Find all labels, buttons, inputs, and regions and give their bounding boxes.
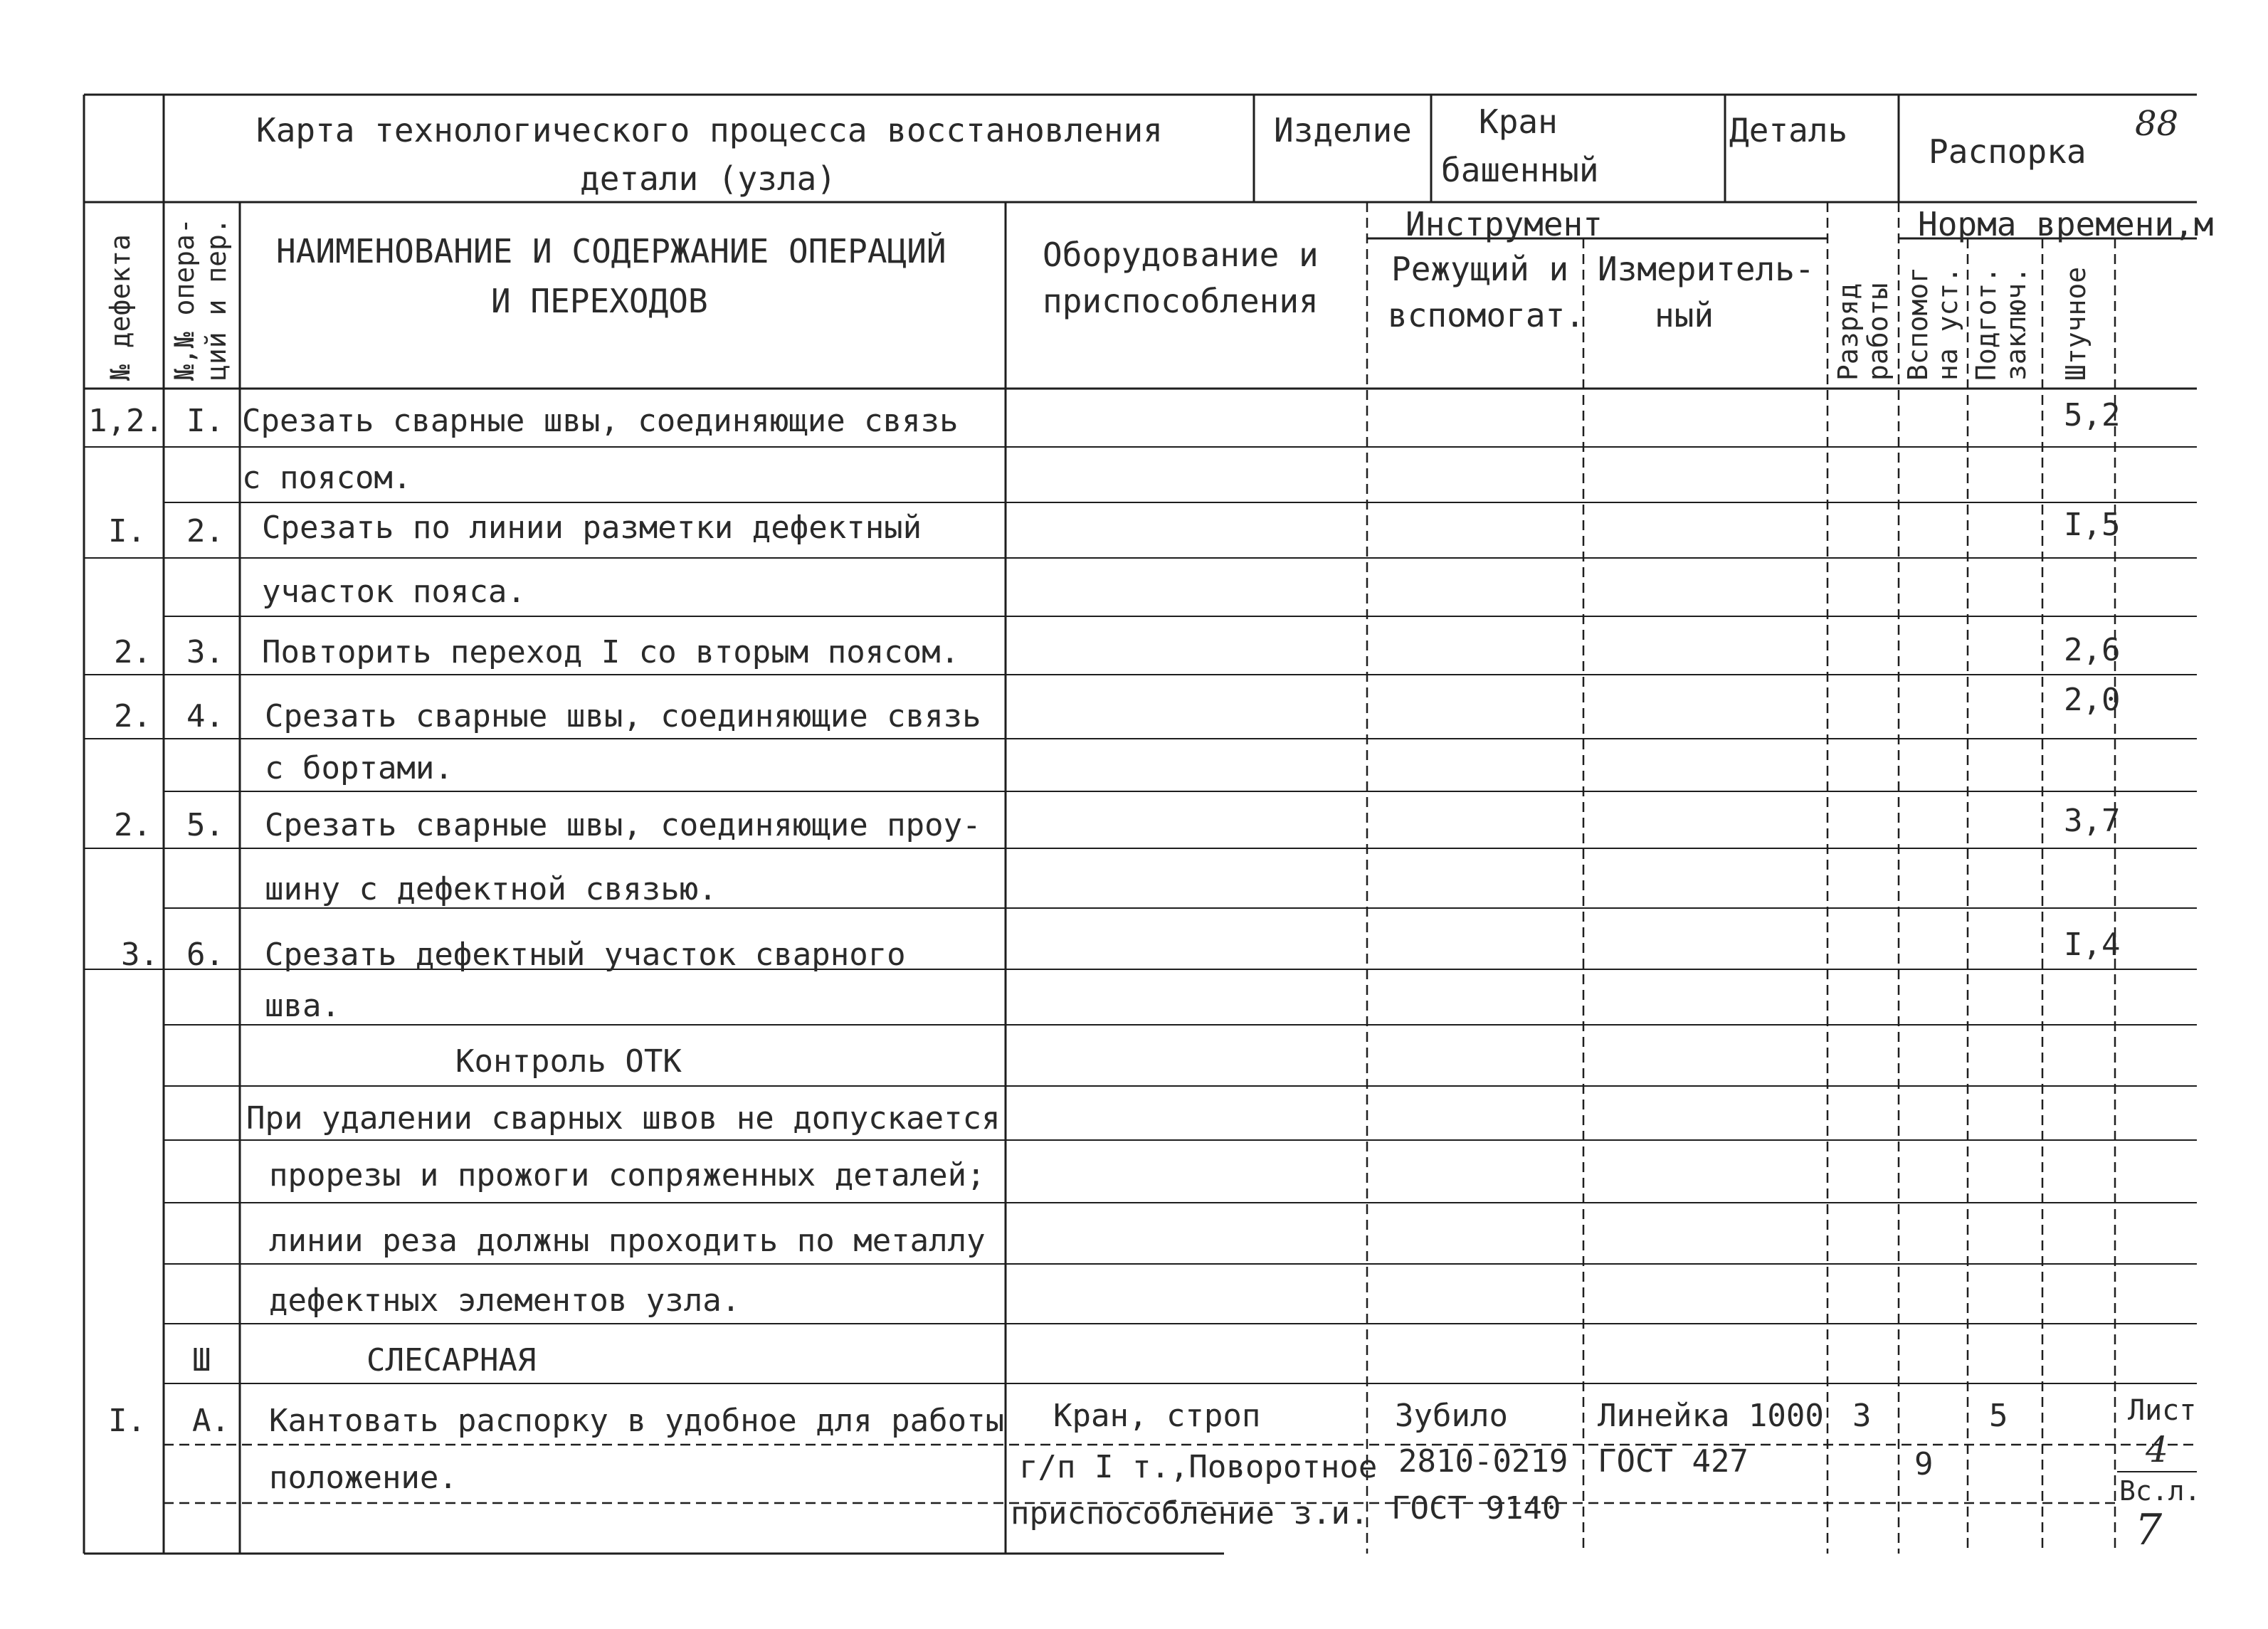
row-6-piece: 2,0: [2064, 682, 2121, 718]
row-8-defect: 2.: [114, 807, 152, 843]
sheet-label: Лист: [2128, 1394, 2197, 1427]
col-time-group: Норма времени,м: [1918, 205, 2214, 243]
card-title-line1: Карта технологического процесса восстановления: [256, 111, 1163, 149]
col-tool-cut-line1: Режущий и: [1391, 250, 1569, 288]
product-value-line1: Кран: [1479, 102, 1558, 141]
control-line-1: При удалении сварных швов не допускается: [246, 1100, 1001, 1137]
row-7-text: с бортами.: [265, 750, 453, 786]
col-tool-meas-line2: ный: [1655, 296, 1714, 334]
last-op-cut-tool-line2: 2810-0219: [1398, 1443, 1568, 1480]
row-1-op: I.: [186, 403, 224, 439]
row-10-op: 6.: [186, 937, 224, 973]
col-aux-line1: Вспомог: [1902, 266, 1934, 381]
row-3-op: 2.: [186, 513, 224, 549]
row-10-text: Срезать дефектный участок сварного: [265, 937, 906, 973]
row-3-piece: I,5: [2064, 507, 2121, 543]
col-tool-meas-line1: Измеритель-: [1598, 250, 1815, 288]
col-equipment-line1: Оборудование и: [1043, 236, 1319, 274]
row-6-text: Срезать сварные швы, соединяющие связь: [265, 698, 981, 734]
row-5-piece: 2,6: [2064, 632, 2121, 668]
control-title: Контроль ОТК: [455, 1043, 682, 1080]
control-line-2: прорезы и прожоги сопряженных деталей;: [269, 1157, 986, 1193]
row-1-defect: 1,2.: [88, 403, 164, 439]
col-grade-line1: Разряд: [1832, 283, 1864, 381]
col-equipment-line2: приспособления: [1043, 282, 1319, 320]
part-label: Деталь: [1729, 111, 1848, 149]
row-3-defect: I.: [108, 513, 146, 549]
col-grade-line2: работы: [1862, 283, 1894, 381]
last-op-number: А.: [192, 1403, 230, 1439]
sheet-value: 4: [2146, 1429, 2168, 1470]
last-op-cut-tool-line3: ГОСТ 9140: [1391, 1490, 1561, 1527]
last-op-equipment-line1: Кран, строп: [1053, 1398, 1261, 1434]
col-piece: Штучное: [2060, 266, 2092, 381]
row-3-text: Срезать по линии разметки дефектный: [262, 510, 922, 546]
row-8-text: Срезать сварные швы, соединяющие проу-: [265, 807, 981, 843]
row-5-defect: 2.: [114, 634, 152, 670]
row-5-op: 3.: [186, 634, 224, 670]
last-op-text-line2: положение.: [269, 1460, 458, 1496]
last-op-meas-tool-line2: ГОСТ 427: [1598, 1443, 1749, 1480]
col-tool-group: Инструмент: [1405, 205, 1603, 243]
last-op-cut-tool-line1: Зубило: [1395, 1398, 1508, 1434]
col-aux-line2: на уст.: [1932, 266, 1963, 381]
col-defect-no: № дефекта: [105, 234, 136, 381]
section-title: СЛЕСАРНАЯ: [366, 1342, 537, 1378]
last-op-prep-time: 5: [1989, 1398, 2008, 1434]
product-label: Изделие: [1274, 111, 1412, 149]
total-sheets-label: Вс.л.: [2119, 1475, 2201, 1507]
control-line-3: линии реза должны проходить по металлу: [269, 1223, 986, 1259]
last-op-aux-time: 9: [1914, 1446, 1934, 1482]
section-op: Ш: [192, 1342, 211, 1378]
last-op-equipment-line3: приспособление з.и.: [1011, 1495, 1369, 1532]
card-title-line2: детали (узла): [580, 159, 837, 198]
col-op-no-line1: №,№ опера-: [169, 218, 200, 381]
row-4-text: участок пояса.: [262, 574, 526, 610]
last-op-grade: 3: [1852, 1398, 1872, 1434]
row-6-defect: 2.: [114, 698, 152, 734]
product-value-line2: башенный: [1441, 151, 1599, 189]
col-name-line1: НАИМЕНОВАНИЕ И СОДЕРЖАНИЕ ОПЕРАЦИЙ: [276, 232, 946, 270]
col-prep-line2: заключ.: [2000, 266, 2032, 381]
row-8-piece: 3,7: [2064, 803, 2121, 839]
last-op-equipment-line2: г/п I т.,Поворотное: [1019, 1449, 1378, 1485]
last-op-defect: I.: [108, 1403, 146, 1439]
row-10-defect: 3.: [121, 937, 159, 973]
row-11-text: шва.: [265, 988, 340, 1024]
row-9-text: шину с дефектной связью.: [265, 871, 717, 907]
row-8-op: 5.: [186, 807, 224, 843]
col-op-no-line2: ций и пер.: [201, 218, 232, 381]
col-prep-line1: Подгот.: [1971, 266, 2002, 381]
total-sheets-value: 7: [2135, 1505, 2163, 1555]
last-op-text-line1: Кантовать распорку в удобное для работы: [269, 1403, 1005, 1439]
row-5-text: Повторить переход I со вторым поясом.: [262, 634, 960, 670]
part-value: Распорка: [1929, 132, 2087, 171]
row-6-op: 4.: [186, 698, 224, 734]
row-1-piece: 5,2: [2064, 397, 2121, 433]
page-number: 88: [2135, 104, 2179, 144]
last-op-meas-tool-line1: Линейка 1000: [1598, 1398, 1824, 1434]
row-1-text: Срезать сварные швы, соединяющие связь: [242, 403, 959, 439]
col-name-line2: И ПЕРЕХОДОВ: [491, 282, 708, 320]
row-2-text: с поясом.: [242, 460, 412, 496]
control-line-4: дефектных элементов узла.: [269, 1282, 741, 1319]
row-10-piece: I,4: [2064, 927, 2121, 963]
col-tool-cut-line2: вспомогат.: [1388, 296, 1585, 334]
